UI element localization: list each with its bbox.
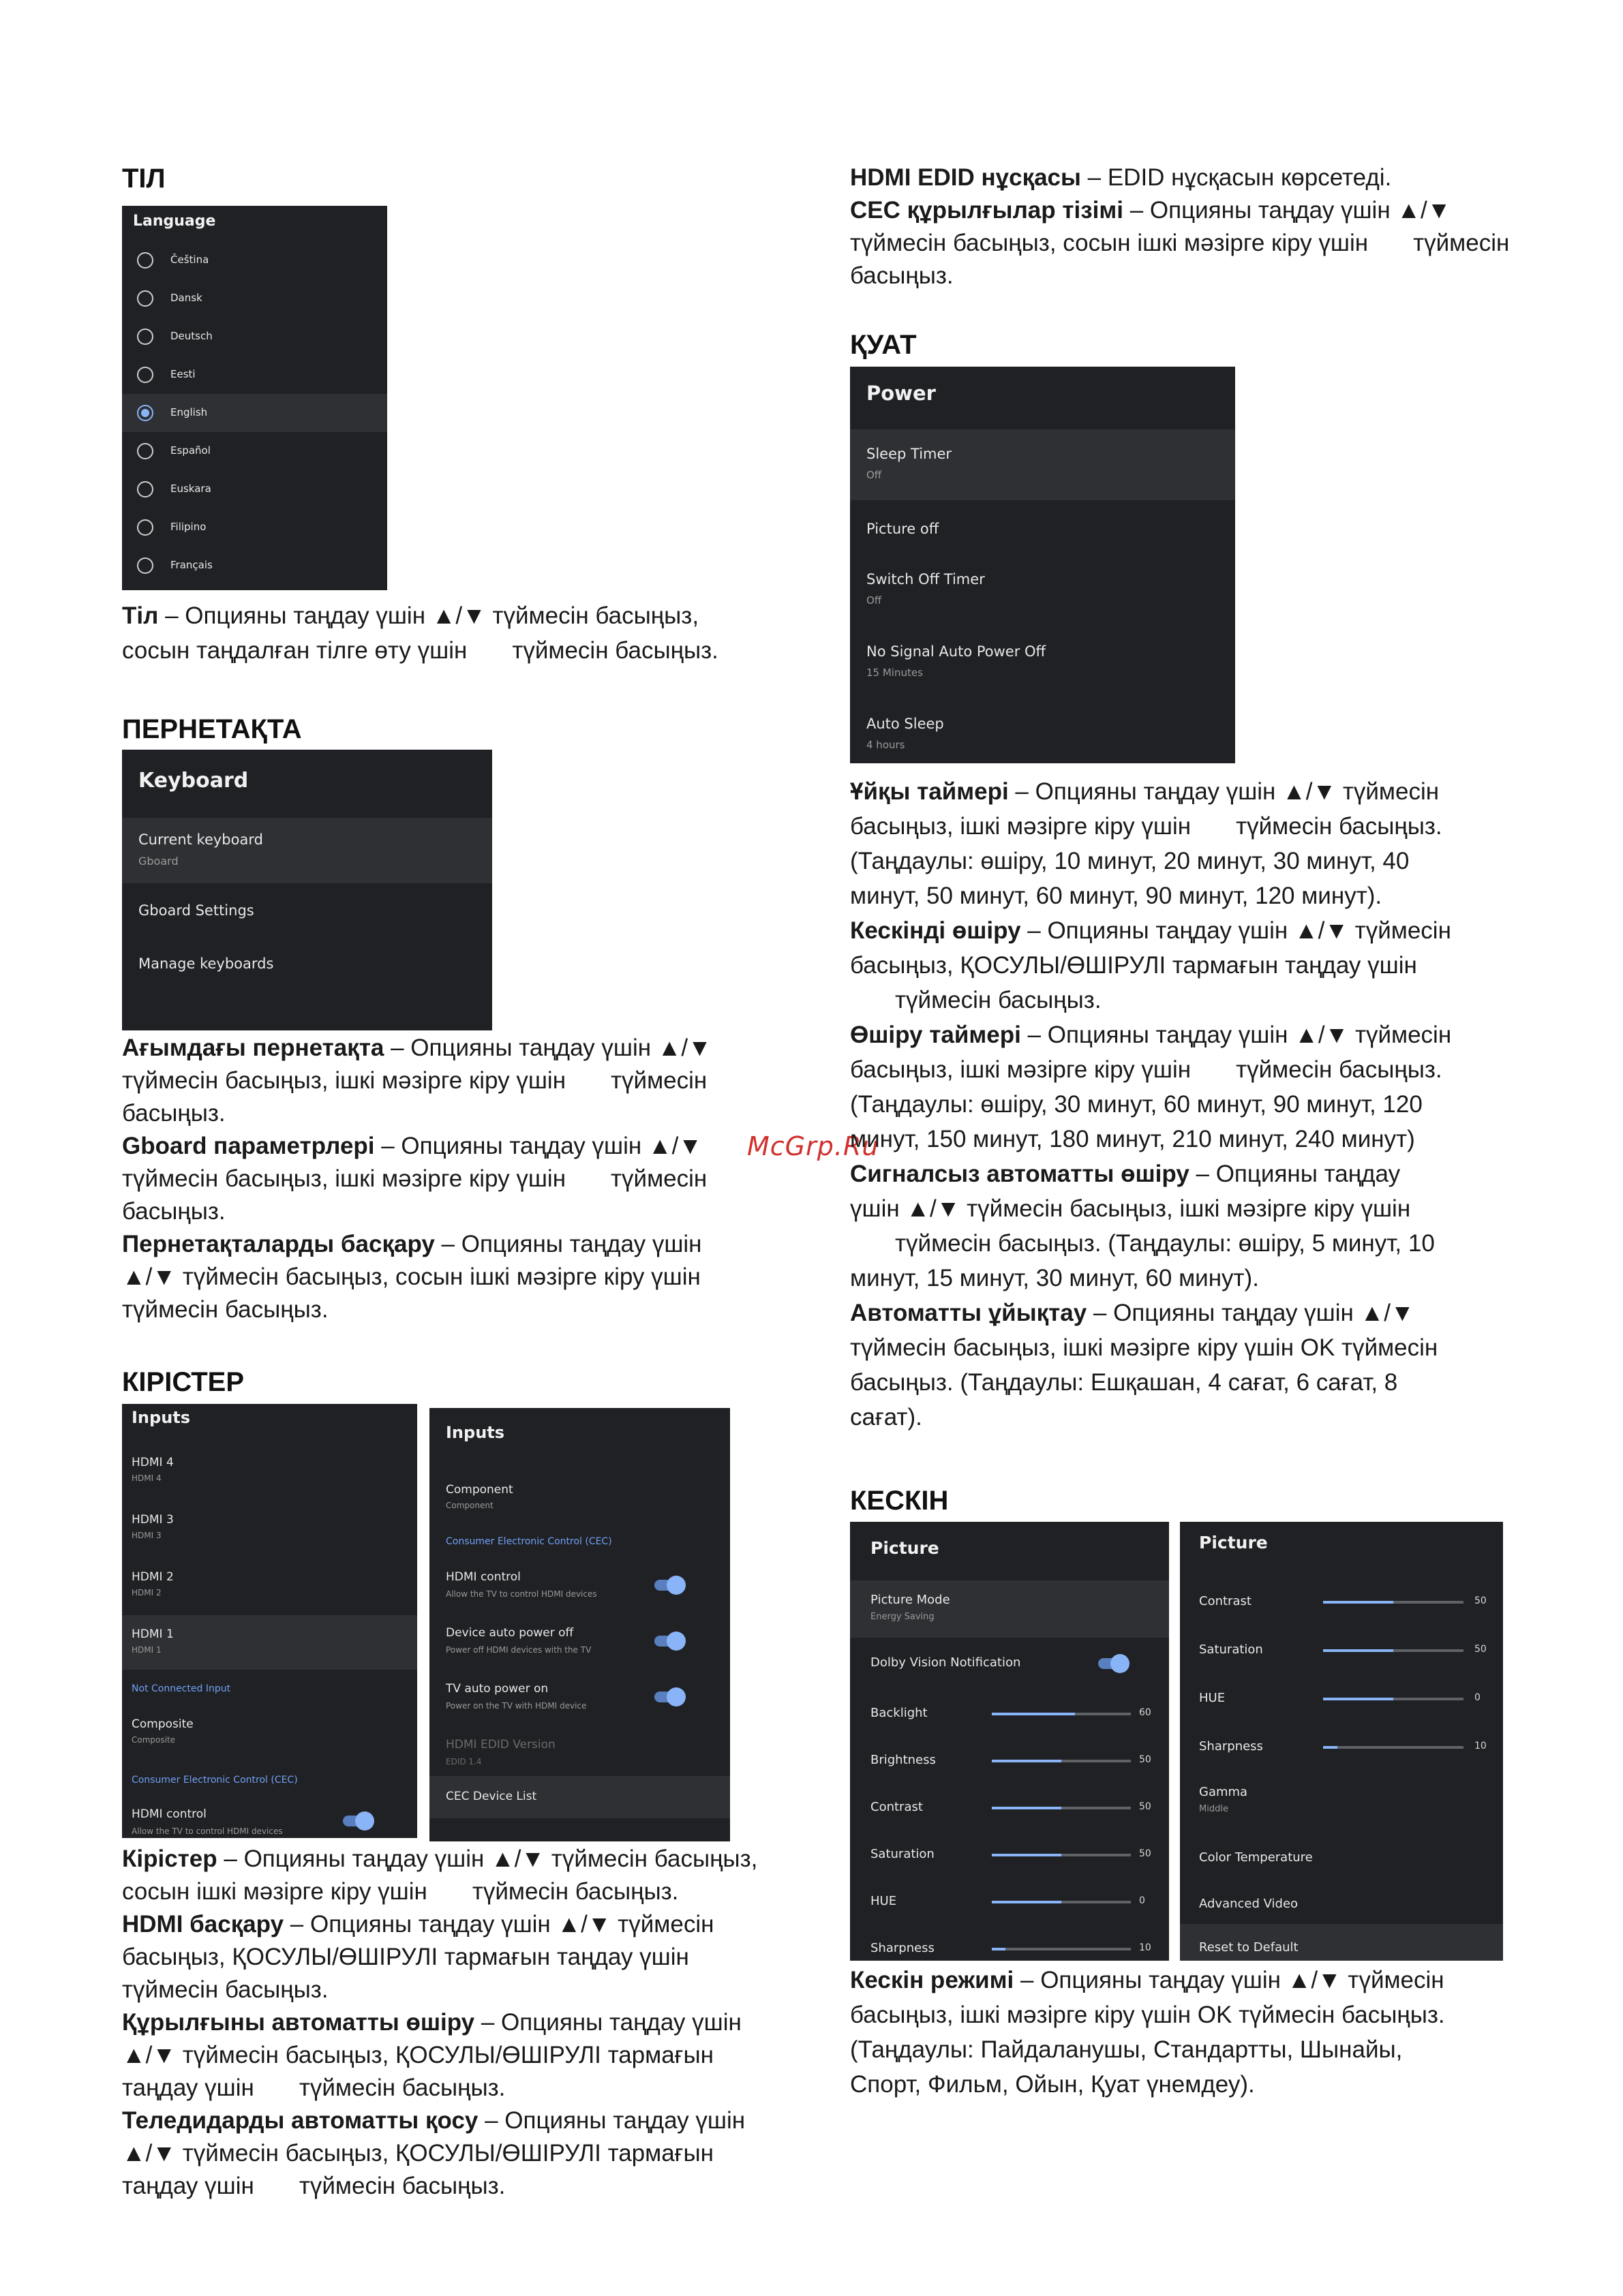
inputs-description: Кірістер – Опцияны таңдау үшін ▲/▼ түймесін басыңыз, сосын ішкі мәзірге кіру үшін түймесін басыңыз. HDMI басқару – Опцияны таңдау үшін ▲/▼ түймесін басыңыз, ҚОСУЛЫ/ӨШІРУЛІ тармағын таңдау үшін түймесін басыңыз. Құрылғыны автоматты өшіру – Опцияны таңдау үшін ▲/▼ түймесін басыңыз, ҚОСУЛЫ/ӨШІРУЛІ тармағын таңдау үшін түймесін басыңыз. Теледидарды автоматты қосу – Опцияны таңдау үшін ▲/▼ түймесін басыңыз, ҚОСУЛЫ/ӨШІРУЛІ тармағын таңдау үшін түймесін басыңыз. [122,1846,758,2199]
menu-item-gboard-settings[interactable]: Gboard Settings [138,902,254,919]
language-option[interactable] [122,470,387,508]
slider-row[interactable] [1180,1579,1503,1627]
slider-label: Brightness [870,1753,936,1767]
slider-track[interactable] [992,1713,1131,1715]
section-heading-picture: КЕСКІН [850,1486,949,1516]
slider-track[interactable] [1323,1698,1463,1700]
slider-label: HUE [1199,1691,1226,1705]
hdmi-control-row[interactable]: HDMI control Allow the TV to control HDMI devices [429,1563,730,1611]
not-connected-header: Not Connected Input [132,1683,231,1694]
language-label: Dansk [170,292,202,304]
language-label: Euskara [170,483,211,495]
slider-fill [1323,1746,1337,1749]
language-label: Deutsch [170,330,213,342]
slider-label: HUE [870,1894,897,1908]
slider-value: 50 [1474,1595,1487,1606]
screen-title: Power [866,382,936,405]
language-option[interactable] [122,318,387,356]
slider-row[interactable] [850,1879,1169,1926]
section-heading-language: ТІЛ [122,164,166,194]
input-hdmi-3[interactable]: HDMI 3 HDMI 3 [132,1513,174,1540]
language-label: Eesti [170,368,196,380]
screen-title: Picture [1199,1533,1268,1552]
toggle-switch[interactable] [654,1636,684,1647]
slider-fill [992,1807,1061,1809]
slider-value: 50 [1139,1754,1151,1765]
menu-item-advanced-video[interactable]: Advanced Video [1199,1897,1299,1911]
slider-track[interactable] [1323,1746,1463,1749]
slider-track[interactable] [992,1807,1131,1809]
menu-item-color-temperature[interactable]: Color Temperature [1199,1850,1313,1865]
slider-row[interactable] [1180,1724,1503,1773]
slider-value: 50 [1139,1801,1151,1812]
slider-row[interactable] [850,1785,1169,1832]
toggle-switch[interactable] [1098,1658,1128,1669]
slider-track[interactable] [992,1948,1131,1950]
slider-label: Saturation [1199,1642,1263,1657]
radio-button[interactable] [137,557,153,574]
language-label: Čeština [170,254,209,266]
language-option[interactable] [122,394,387,432]
screen-title: Keyboard [138,769,249,793]
radio-button[interactable] [137,519,153,536]
language-label: Español [170,444,211,457]
screen-title: Picture [870,1538,939,1558]
picture-screen-2 [1180,1522,1503,1961]
cec-header: Consumer Electronic Control (CEC) [446,1536,612,1547]
radio-button[interactable] [137,443,153,459]
menu-item-no-signal-auto-power-off[interactable]: No Signal Auto Power Off 15 Minutes [866,643,1046,679]
section-heading-inputs: КІРІСТЕР [122,1367,245,1397]
menu-item-gamma[interactable]: Gamma Middle [1199,1785,1248,1814]
cec-device-list-row[interactable]: CEC Device List [429,1776,730,1818]
picture-description: Кескін режимі – Опцияны таңдау үшін ▲/▼ түймесін басыңыз, ішкі мәзірге кіру үшін OK түймесін басыңыз. (Таңдаулы: Пайдаланушы, Стандартты, Шынайы, Спорт, Фильм, Ойын, Қуат үнемдеу). [850,1967,1445,2098]
language-description: Тіл – Опцияны таңдау үшін ▲/▼ түймесін басыңыз, сосын таңдалған тілге өту үшін түймесін басыңыз. [122,602,718,664]
hdmi-edid-cec-description: HDMI EDID нұсқасы – EDID нұсқасын көрсетеді. CEC құрылғылар тізімі – Опцияны таңдау үшін ▲/▼ түймесін басыңыз, сосын ішкі мәзірге кіру үшін түймесін басыңыз. [850,164,1510,289]
language-label: English [170,406,208,418]
slider-fill [992,1713,1075,1715]
keyboard-description: Ағымдағы пернетақта – Опцияны таңдау үшін ▲/▼ түймесін басыңыз, ішкі мәзірге кіру үшін түймесін басыңыз. Gboard параметрлері – Опцияны таңдау үшін ▲/▼ түймесін басыңыз, ішкі мәзірге кіру үшін түймесін басыңыз. Пернетақталарды басқару – Опцияны таңдау үшін ▲/▼ түймесін басыңыз, сосын ішкі мәзірге кіру үшін түймесін басыңыз. [122,1035,712,1323]
menu-item-picture-off[interactable]: Picture off [866,521,939,537]
slider-fill [992,1901,1061,1903]
cec-header: Consumer Electronic Control (CEC) [132,1775,298,1786]
radio-button[interactable] [137,405,153,421]
slider-row[interactable] [850,1926,1169,1961]
slider-fill [992,1948,1005,1950]
slider-track[interactable] [992,1854,1131,1856]
power-screen [850,367,1235,763]
radio-button[interactable] [137,252,153,269]
section-heading-power: ҚУАТ [850,330,917,360]
input-hdmi-2[interactable]: HDMI 2 HDMI 2 [132,1570,174,1597]
slider-label: Saturation [870,1847,935,1861]
hdmi-control-row[interactable]: HDMI control Allow the TV to control HDMI devices [122,1801,417,1838]
slider-track[interactable] [992,1901,1131,1903]
slider-label: Sharpness [870,1941,935,1955]
radio-button[interactable] [137,367,153,383]
toggle-switch[interactable] [343,1816,373,1826]
language-option[interactable] [122,356,387,394]
power-description: Ұйқы таймері – Опцияны таңдау үшін ▲/▼ түймесін басыңыз, ішкі мәзірге кіру үшін түймесін басыңыз. (Таңдаулы: өшіру, 10 минут, 20 минут, 30 минут, 40 минут, 50 минут, 60 минут, 90 минут, 120 минут). Кескінді өшіру – Опцияны таңдау үшін ▲/▼ түймесін басыңыз, ҚОСУЛЫ/ӨШІРУЛІ тармағын таңдау үшін түймесін басыңыз. Өшіру таймері – Опцияны таңдау үшін ▲/▼ түймесін басыңыз, ішкі мәзірге кіру үшін түймесін басыңыз. (Таңдаулы: өшіру, 30 минут, 60 минут, 90 минут, 120 минут, 150 минут, 180 минут, 210 минут, 240 минут) Сигналсыз автоматты өшіру – Опцияны таңдау үшін ▲/▼ түймесін басыңыз, ішкі мәзірге кіру үшін түймесін басыңыз. (Таңдаулы: өшіру, 5 минут, 10 минут, 15 минут, 30 минут, 60 минут). Автоматты ұйықтау – Опцияны таңдау үшін ▲/▼ түймесін басыңыз, ішкі мәзірге кіру үшін OK түймесін басыңыз. (Таңдаулы: Ешқашан, 4 сағат, 6 сағат, 8 сағат). [850,778,1452,1430]
language-option[interactable] [122,279,387,318]
language-label: Filipino [170,521,207,533]
menu-item-picture-mode[interactable]: Picture Mode Energy Saving [850,1580,1169,1638]
inputs-screen-2 [429,1408,730,1841]
slider-fill [1323,1698,1393,1700]
toggle-switch[interactable] [654,1692,684,1702]
menu-item-manage-keyboards[interactable]: Manage keyboards [138,955,274,972]
screen-title: Inputs [446,1423,505,1442]
keyboard-screen [122,750,492,1030]
screen-title: Language [133,213,216,230]
slider-value: 0 [1139,1895,1145,1906]
menu-item-reset-to-default[interactable]: Reset to Default [1180,1924,1503,1961]
input-hdmi-4[interactable]: HDMI 4 HDMI 4 [132,1456,174,1483]
radio-button[interactable] [137,481,153,498]
slider-label: Contrast [870,1800,923,1814]
input-component[interactable]: Component Component [446,1483,513,1510]
slider-value: 50 [1474,1644,1487,1655]
slider-value: 0 [1474,1692,1481,1703]
slider-row[interactable] [1180,1627,1503,1676]
slider-fill [992,1854,1061,1856]
screen-title: Inputs [132,1408,191,1427]
slider-fill [1323,1649,1393,1652]
radio-button[interactable] [137,290,153,307]
picture-screen-1 [850,1522,1169,1961]
slider-row[interactable] [850,1691,1169,1738]
slider-track[interactable] [1323,1649,1463,1652]
language-option[interactable] [122,508,387,547]
hdmi-edid-version-row: HDMI EDID Version EDID 1.4 [446,1738,556,1766]
slider-label: Backlight [870,1706,928,1720]
slider-value: 10 [1139,1942,1151,1953]
slider-value: 10 [1474,1741,1487,1751]
device-auto-power-off-row[interactable]: Device auto power off Power off HDMI devices with the TV [429,1619,730,1667]
menu-item-auto-sleep[interactable]: Auto Sleep 4 hours [866,716,944,751]
slider-row[interactable] [1180,1676,1503,1724]
slider-track[interactable] [992,1760,1131,1762]
section-heading-keyboard: ПЕРНЕТАҚТА [122,714,302,744]
toggle-switch[interactable] [654,1580,684,1591]
menu-item-sleep-timer[interactable]: Sleep Timer Off [850,429,1235,500]
inputs-screen-1 [122,1404,417,1838]
slider-track[interactable] [1323,1601,1463,1604]
slider-value: 60 [1139,1707,1151,1718]
slider-value: 50 [1139,1848,1151,1859]
language-option[interactable] [122,241,387,279]
menu-item-current-keyboard[interactable]: Current keyboard Gboard [122,818,492,883]
language-label: Français [170,559,213,571]
language-option[interactable] [122,432,387,470]
radio-button[interactable] [137,328,153,345]
slider-fill [992,1760,1061,1762]
tv-auto-power-on-row[interactable]: TV auto power on Power on the TV with HDMI device [429,1675,730,1723]
menu-item-dolby-vision-notification[interactable]: Dolby Vision Notification [850,1643,1169,1684]
language-option[interactable] [122,547,387,585]
input-hdmi-1[interactable]: HDMI 1 HDMI 1 [122,1615,417,1670]
slider-label: Sharpness [1199,1739,1263,1754]
slider-row[interactable] [850,1832,1169,1879]
slider-row[interactable] [850,1738,1169,1785]
slider-fill [1323,1601,1393,1604]
input-composite[interactable]: Composite Composite [132,1717,194,1745]
language-screen [122,206,387,590]
watermark: McGrp.Ru [747,1131,879,1161]
menu-item-switch-off-timer[interactable]: Switch Off Timer Off [866,571,985,607]
slider-label: Contrast [1199,1594,1252,1608]
